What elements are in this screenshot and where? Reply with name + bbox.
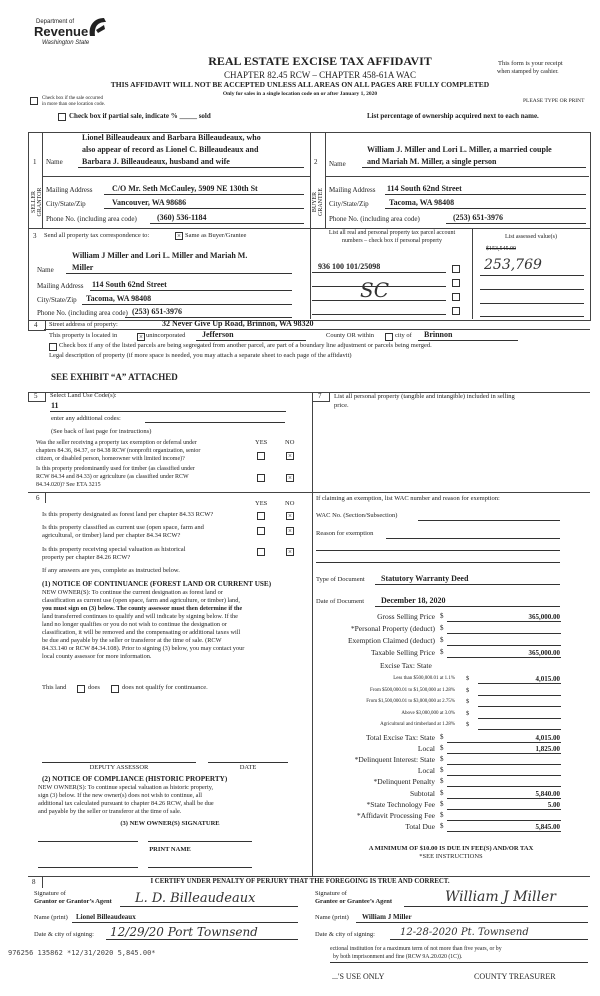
doc-type-field[interactable]: Statutory Warranty Deed (381, 574, 469, 583)
currency-sign: $ (440, 777, 444, 786)
buyer-name-line2[interactable]: and Mariah M. Miller, a single person (367, 157, 497, 166)
corr-address-label: Mailing Address (37, 282, 84, 290)
tax-bracket-underline (478, 718, 561, 719)
buyer-address-label: Mailing Address (329, 186, 376, 194)
notice-line: NEW OWNER(S): To continue the current designation as forest land or (42, 589, 223, 596)
currency-sign: $ (440, 612, 444, 620)
reason-field[interactable] (386, 538, 560, 539)
correspondence-section-number: 3 (33, 232, 37, 240)
yes-header-6: YES (255, 500, 268, 507)
buyer-address-field[interactable]: 114 South 62nd Street (387, 184, 462, 193)
grantor-sig-label-1: Signature of (34, 890, 66, 897)
form-title: REAL ESTATE EXCISE TAX AFFIDAVIT (208, 54, 432, 68)
tax-row-label: Total Excise Tax: State (365, 733, 435, 742)
cashier-stamp: 976256 135862 *12/31/2020 5,845.00* (8, 949, 156, 957)
personal-property-checkbox-3[interactable] (452, 293, 460, 301)
handwritten-initials: SC (360, 278, 390, 302)
form-only-for: Only for sales in a single location code on or after January 1, 2020 (222, 91, 378, 97)
tax-row-label: *Delinquent Interest: State (354, 755, 435, 765)
tax-row-underline (447, 798, 561, 799)
does-not-qualify-label: does not qualify for continuance. (122, 684, 208, 691)
tax-bracket-underline (478, 683, 561, 684)
list-percentage-label: List percentage of ownership acquired next to each name. (367, 112, 539, 120)
buyer-name-line1[interactable]: William J. Miller and Lori L. Miller, a married couple (367, 145, 552, 154)
corr-name-line2[interactable]: Miller (72, 263, 94, 272)
buyer-name-label: Name (329, 160, 346, 168)
corr-phone-label: Phone No. (including area code) (37, 309, 128, 317)
tax-bracket-underline (478, 729, 561, 730)
excise-tax-state-label: Excise Tax: State (380, 661, 432, 670)
tax-row-underline (447, 809, 561, 810)
grantor-name-field[interactable]: Lionel Billeaudeaux (76, 913, 136, 921)
within-city-checkbox[interactable] (385, 333, 393, 341)
corr-phone-field[interactable]: (253) 651-3976 (132, 307, 182, 316)
penalty-note-2: by both imprisonment and fine (RCW 9A.20.020 (1C)). (333, 954, 463, 960)
buyer-side-label-1: BUYER (312, 191, 318, 213)
tax-row-underline (447, 657, 561, 658)
legal-description-field[interactable]: SEE EXHIBIT “A” ATTACHED (51, 372, 178, 382)
tax-row-underline (447, 633, 561, 634)
partial-sale-label: Check box if partial sale, indicate % _____ sold (69, 112, 211, 120)
q-timber-no-checkbox[interactable] (286, 474, 294, 482)
segregated-label: Check box if any of the listed parcels are being segregated from another parcel, are part of a boundary line adjustment or parcels being merged. (59, 342, 432, 349)
seller-name-line3[interactable]: Barbara J. Billeaudeaux, husband and wife (82, 157, 230, 166)
yes-header-5: YES (255, 439, 268, 446)
q-current-use-text: Is this property classified as current use (open space, farm and (42, 524, 204, 531)
doc-date-field[interactable]: December 18, 2020 (381, 596, 446, 605)
q-timber-text: 84.34.020)? See ETA 3215 (36, 482, 101, 488)
notice-line: you must sign on (3) below. The county assessor must then determine if the (42, 605, 243, 612)
q-current-use-yes-checkbox[interactable] (257, 527, 265, 535)
tax-row-underline (447, 831, 561, 832)
tax-row-label: Subtotal (409, 788, 435, 798)
q-exemption-yes-checkbox[interactable] (257, 452, 265, 460)
buyer-phone-field[interactable]: (253) 651-3976 (453, 213, 503, 222)
minimum-due-note: A MINIMUM OF $10.00 IS DUE IN FEE(S) AND/OR TAX (368, 845, 534, 852)
q-timber-text: RCW 84.34 and 84.33) or agriculture (as classified under RCW (36, 474, 189, 480)
currency-sign: $ (440, 821, 444, 830)
tax-row-value[interactable]: 5,840.00 (535, 789, 560, 798)
unincorporated-checkbox[interactable] (137, 333, 145, 341)
seller-side-label (31, 182, 43, 222)
buyer-phone-label: Phone No. (including area code) (329, 215, 420, 223)
corr-address-field[interactable]: 114 South 62nd Street (92, 280, 167, 289)
corr-city-label: City/State/Zip (37, 296, 77, 304)
notice-line: local county assessor for more information. (42, 653, 152, 660)
reason-label: Reason for exemption (316, 530, 374, 537)
qualifies-checkbox[interactable] (77, 685, 85, 693)
buyer-side-label (312, 182, 324, 222)
doc-date-label: Date of Document (316, 598, 365, 605)
tax-bracket-label: Less than $500,000.01 at 1.1% (393, 676, 455, 681)
tax-row-label: Total Due (405, 821, 435, 831)
corr-name-line1[interactable]: William J Miller and Lori L. Miller and Mariah M. (72, 251, 248, 260)
q-exemption-text: citizen, or disabled person, homeowner with limited income)? (36, 456, 185, 462)
notice-line: land no longer qualifies or you do not wish to continue the designation or (42, 621, 227, 628)
tax-bracket-label: From $500,000.01 to $1,500,000 at 1.28% (370, 687, 455, 693)
q-forest-text: Is this property designated as forest land per chapter 84.33 RCW? (42, 511, 214, 518)
tax-bracket-label: Above $3,000,000 at 3.0% (401, 710, 455, 716)
section-5-number: 5 (34, 392, 38, 400)
buyer-section-number: 2 (314, 158, 318, 166)
grantee-sig-label-2: Grantee or Grantee’s Agent (315, 898, 393, 905)
logo-line2: Revenue (34, 24, 89, 39)
land-use-code-field[interactable]: 11 (51, 401, 59, 410)
multi-location-label-1: Check box if the sale occurred (42, 96, 103, 101)
multi-location-label-2: in more than one location code. (42, 102, 106, 107)
q-exemption-text: Was the seller receiving a property tax exemption or deferral under (36, 440, 197, 446)
q-exemption-no-checkbox[interactable] (286, 452, 294, 460)
no-header-5: NO (285, 439, 295, 446)
tax-row-value[interactable]: 365,000.00 (528, 649, 560, 657)
section-4-number: 4 (34, 321, 38, 329)
q-historic-yes-checkbox[interactable] (257, 548, 265, 556)
doc-type-label: Type of Document (316, 576, 365, 583)
currency-sign: $ (466, 698, 470, 705)
city-of-label: city of (395, 332, 412, 339)
seller-side-label-2: GRANTOR (37, 187, 43, 217)
currency-sign: $ (466, 675, 470, 682)
no-header-6: NO (285, 500, 295, 507)
tax-row-label: Local (417, 744, 435, 754)
grantee-name-label: Name (print) (315, 914, 349, 921)
receipt-note-2: when stamped by cashier. (497, 69, 559, 75)
tax-bracket-label: From $1,500,000.01 to $3,000,000 at 2.75% (366, 699, 455, 704)
notice-line: classification as current use (open space, farm and agriculture, or timber) land, (42, 597, 240, 604)
receipt-note-1: This form is your receipt (498, 60, 563, 67)
see-back-note: (See back of last page for instructions) (51, 428, 152, 435)
tax-row-underline (447, 742, 561, 743)
section-7-number: 7 (318, 392, 322, 400)
q-historic-text: property per chapter 84.26 RCW? (42, 554, 131, 561)
notice-line: sign (3) below. If the new owner(s) does not wish to continue, all (38, 792, 202, 799)
grantor-name-label: Name (print) (34, 914, 68, 921)
street-address-label: Street address of property: (49, 321, 118, 328)
parcel-number-field[interactable]: 936 100 101/25098 (318, 262, 381, 271)
tax-row-value[interactable]: 4,015.00 (535, 734, 560, 742)
deputy-date-label: DATE (239, 764, 257, 771)
q-forest-no-checkbox[interactable] (286, 512, 294, 520)
seller-name-line2[interactable]: also appear of record as Lionel C. Billeaudeaux and (82, 145, 259, 154)
parcels-header-1: List all real and personal property tax parcel account (328, 230, 456, 236)
penalty-note-1: ectional institution for a maximum term of not more than five years, or by (330, 946, 502, 952)
partial-sale-checkbox[interactable] (58, 113, 66, 121)
tax-row-underline (447, 645, 561, 646)
notice-line: 84.33.140 or RCW 84.34.108). Prior to signing (3) below, you may contact your (42, 645, 245, 652)
grantor-date-city-field[interactable]: 12/29/20 Port Townsend (110, 925, 258, 939)
tax-row-label: Gross Selling Price (377, 612, 435, 621)
dor-logo (34, 16, 114, 52)
assessed-header: List assessed value(s) (505, 234, 557, 240)
personal-property-checkbox-1[interactable] (452, 265, 460, 273)
same-as-buyer-label: Same as Buyer/Grantee (185, 232, 247, 239)
legal-description-label: Legal description of property (if more space is needed, you may attach a separate sheet to each page of the affidavit) (49, 352, 352, 359)
grantor-date-city-label: Date & city of signing: (34, 931, 94, 938)
q-historic-text: Is this property receiving special valuation as historical (42, 546, 186, 553)
currency-sign: $ (440, 810, 444, 819)
exemption-label: If claiming an exemption, list WAC number and reason for exemption: (316, 495, 500, 502)
same-as-buyer-checkbox[interactable] (175, 232, 183, 240)
perjury-statement: I CERTIFY UNDER PENALTY OF PERJURY THAT THE FOREGOING IS TRUE AND CORRECT. (150, 878, 450, 885)
currency-sign: $ (440, 648, 444, 656)
tax-bracket-underline (478, 706, 561, 707)
grantor-sig-label-2: Grantor or Grantor’s Agent (34, 898, 112, 905)
does-label: does (88, 684, 100, 691)
grantee-name-field[interactable]: William J Miller (362, 913, 412, 921)
tax-row-label: Exemption Claimed (deduct) (347, 636, 435, 645)
currency-sign: $ (466, 686, 470, 694)
q-forest-yes-checkbox[interactable] (257, 512, 265, 520)
multi-location-checkbox[interactable] (30, 97, 38, 105)
notice-line: land transferred continues to qualify and will indicate by signing below. If the (42, 613, 238, 620)
form-subtitle: CHAPTER 82.45 RCW – CHAPTER 458-61A WAC (224, 70, 416, 80)
assessed-value-field[interactable]: 253,769 (484, 257, 542, 273)
logo-mark-icon (86, 16, 108, 38)
q-exemption-text: chapters 84.36, 84.37, or 84.38 RCW (nonprofit organization, senior (36, 448, 201, 454)
land-use-label: Select Land Use Code(s): (50, 392, 117, 399)
notice-compliance-title: (2) NOTICE OF COMPLIANCE (HISTORIC PROPERTY) (42, 775, 228, 783)
tax-row-value[interactable]: 5,845.00 (535, 822, 560, 831)
tax-row-underline (447, 786, 561, 787)
additional-codes-label: enter any additional codes: (51, 415, 121, 422)
currency-sign: $ (440, 799, 444, 808)
personal-property-checkbox-4[interactable] (452, 307, 460, 315)
city-field[interactable]: Brinnon (424, 330, 453, 339)
tax-row-label: Local (417, 766, 435, 776)
notice-line: classification, it will be removed and the compensating or additional taxes will (42, 629, 241, 636)
new-owner-signature-label: (3) NEW OWNER(S) SIGNATURE (120, 820, 220, 827)
assessed-value-struck: $153,545.00 (486, 246, 516, 252)
parcels-header-2: numbers – check box if personal property (342, 238, 442, 244)
this-land-label: This land (42, 684, 67, 691)
section-8-number: 8 (32, 878, 36, 886)
county-field[interactable]: Jefferson (202, 330, 234, 339)
seller-side-label-1: SELLER (31, 191, 37, 213)
grantee-date-city-label: Date & city of signing: (315, 931, 375, 938)
corr-city-field[interactable]: Tacoma, WA 98408 (86, 294, 152, 303)
corr-name-label: Name (37, 266, 54, 274)
currency-sign: $ (440, 636, 444, 644)
tax-row-underline (447, 820, 561, 821)
if-yes-note: If any answers are yes, complete as instructed below. (42, 567, 180, 574)
notice-line: NEW OWNER(S): To continue special valuation as historic property, (38, 784, 214, 791)
q-timber-yes-checkbox[interactable] (257, 474, 265, 482)
currency-sign: $ (440, 624, 444, 632)
currency-sign: $ (440, 788, 444, 797)
q-timber-text: Is this property predominantly used for timber (as classified under (36, 466, 195, 472)
does-not-qualify-checkbox[interactable] (111, 685, 119, 693)
tax-row-label: *Delinquent Penalty (373, 777, 435, 787)
seller-address-field[interactable]: C/O Mr. Seth McCauley, 5909 NE 130th St (112, 184, 258, 193)
notice-line: and payable by the seller or transferor at the time of sale. (38, 808, 182, 815)
segregated-checkbox[interactable] (49, 343, 57, 351)
tax-row-label: *Affidavit Processing Fee (356, 810, 435, 820)
see-instructions-note: *SEE INSTRUCTIONS (419, 853, 483, 860)
seller-section-number: 1 (33, 158, 37, 166)
grantor-signature[interactable]: L. D. Billeaudeaux (135, 891, 256, 906)
currency-sign: $ (466, 709, 470, 717)
currency-sign: $ (440, 766, 444, 775)
q-current-use-no-checkbox[interactable] (286, 527, 294, 535)
notice-continuance-title: (1) NOTICE OF CONTINUANCE (FOREST LAND OR CURRENT USE) (42, 580, 272, 588)
seller-phone-label: Phone No. (including area code) (46, 215, 137, 223)
tax-bracket-label: Agricultural and timberland at 1.28% (380, 722, 455, 727)
tax-row-value[interactable]: 5.00 (547, 800, 560, 809)
currency-sign: $ (440, 755, 444, 764)
street-address-field[interactable]: 32 Never Give Up Road, Brinnon, WA 98320 (162, 319, 314, 328)
seller-city-field[interactable]: Vancouver, WA 98686 (112, 198, 187, 207)
seller-address-label: Mailing Address (46, 186, 93, 194)
seller-name-label: Name (46, 158, 63, 166)
seller-city-label: City/State/Zip (46, 200, 86, 208)
tax-row-underline (447, 775, 561, 776)
buyer-side-label-2: GRANTEE (318, 188, 324, 216)
tax-row-label: Taxable Selling Price (370, 648, 435, 657)
buyer-city-label: City/State/Zip (329, 200, 369, 208)
tax-row-value[interactable]: 1,825.00 (535, 745, 560, 754)
form-warning: THIS AFFIDAVIT WILL NOT BE ACCEPTED UNLESS ALL AREAS ON ALL PAGES ARE FULLY COMPLETED (110, 80, 490, 89)
tax-row-underline (447, 621, 561, 622)
deputy-assessor-label: DEPUTY ASSESSOR (89, 764, 149, 771)
county-or-label: County OR within (326, 332, 375, 339)
grantee-sig-label-1: Signature of (315, 890, 347, 897)
tax-bracket-value[interactable]: 4,015.00 (535, 675, 560, 683)
grantee-signature[interactable]: William J Miller (445, 889, 556, 905)
seller-phone-field[interactable]: (360) 536-1184 (157, 213, 207, 222)
logo-line1: Department of (36, 19, 75, 25)
type-or-print: PLEASE TYPE OR PRINT (523, 98, 585, 104)
notice-line: additional tax calculated pursuant to chapter 84.26 RCW, shall be due (38, 800, 214, 807)
tax-row-underline (447, 753, 561, 754)
personal-property-checkbox-2[interactable] (452, 279, 460, 287)
seller-name-line1[interactable]: Lionel Billeaudeaux and Barbara Billeaudeaux, who (82, 133, 261, 142)
tax-row-label: *State Technology Fee (366, 799, 435, 809)
tax-row-label: *Personal Property (deduct) (350, 624, 435, 633)
correspondence-label: Send all property tax correspondence to: (44, 232, 150, 239)
currency-sign: $ (440, 744, 444, 753)
county-treasurer-label: COUNTY TREASURER (474, 972, 556, 981)
currency-sign: $ (466, 721, 470, 728)
wac-label: WAC No. (Section/Subsection) (316, 512, 398, 519)
buyer-city-field[interactable]: Tacoma, WA 98408 (389, 198, 455, 207)
tax-row-underline (447, 764, 561, 765)
tax-row-value[interactable]: 365,000.00 (528, 613, 560, 621)
use-only-label: ...'S USE ONLY (332, 972, 385, 981)
tax-bracket-underline (478, 695, 561, 696)
print-name-label: PRINT NAME (149, 846, 191, 853)
located-in-label: This property is located in (49, 332, 118, 339)
currency-sign: $ (440, 733, 444, 741)
q-historic-no-checkbox[interactable] (286, 548, 294, 556)
notice-line: be due and payable by the seller or transferor at the time of sale. (RCW (42, 637, 222, 644)
personal-property-label-2: price. (334, 402, 349, 409)
q-current-use-text: agricultural, or timber) land per chapter 84.34 RCW? (42, 532, 181, 539)
section-6-number: 6 (36, 494, 40, 502)
unincorporated-label: unincorporated (146, 332, 186, 339)
wac-field[interactable] (418, 520, 560, 521)
logo-line3: Washington State (42, 40, 90, 46)
grantee-date-city-field[interactable]: 12-28-2020 Pt. Townsend (400, 927, 529, 938)
personal-property-label-1: List all personal property (tangible and intangible) included in selling (334, 393, 515, 400)
